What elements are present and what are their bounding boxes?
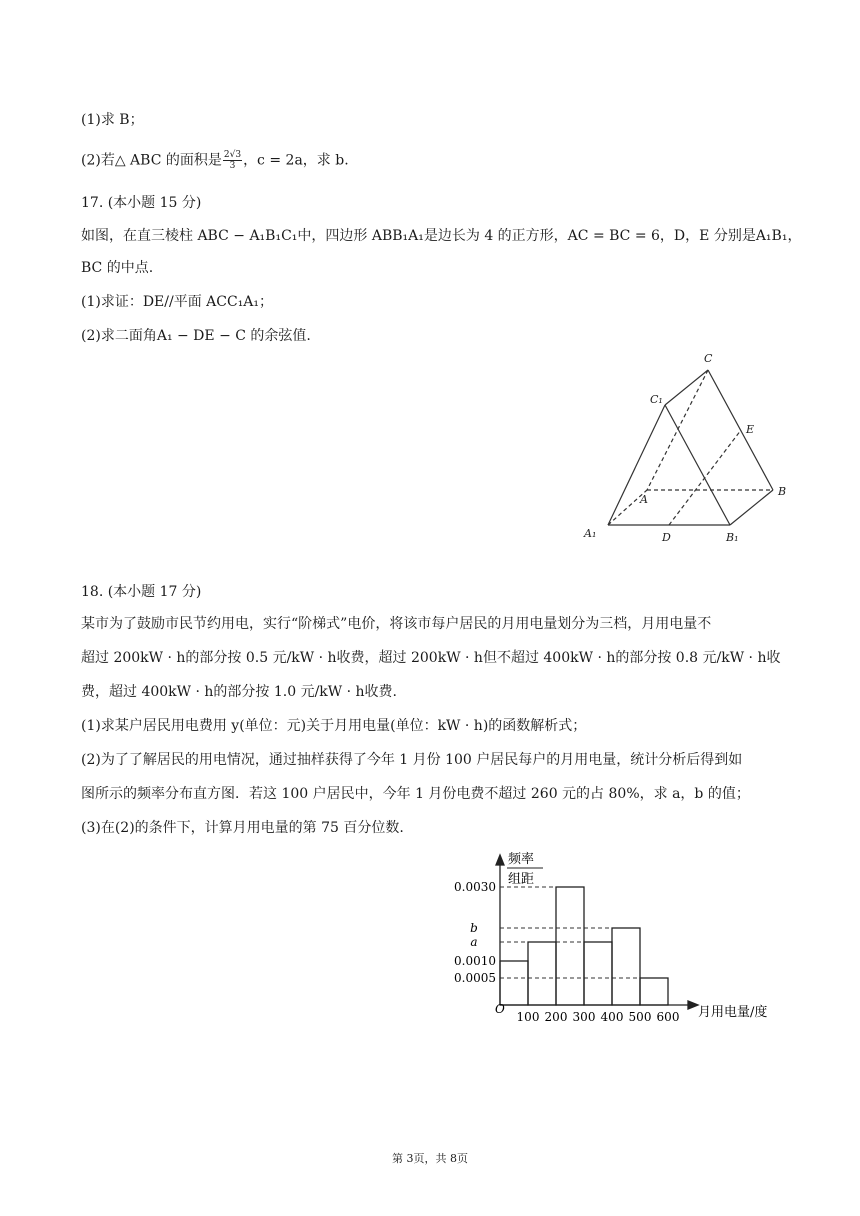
histogram-bars [500,887,668,1005]
q18-stem-line2: 超过 200kW · h的部分按 0.5 元/kW · h收费，超过 200kW · h但不超过 400kW · h的部分按 0.8 元/kW · h收 [81,650,781,666]
q16-part2 [81,150,349,171]
y-tick-label: 0.0005 [454,971,496,985]
edge-CB [708,370,773,490]
q18-part1: (1)求某户居民用电费用 y(单位：元)关于月用电量(单位：kW · h)的函数解析式； [81,718,587,734]
edge-C1C [665,370,708,405]
y-axis-label-top: 频率 [508,852,535,867]
x-tick-label: 500 [628,1010,652,1024]
edge-DE [669,430,741,525]
q18-part2-cont: 图所示的频率分布直方图．若这 100 户居民中，今年 1 月份电费不超过 260 元的占 80%，求 a，b 的值； [81,786,750,802]
page-footer: 第 3页，共 8页 [392,1152,468,1165]
prism-figure [580,345,800,555]
y-tick-label: a [470,935,478,949]
x-tick-label: 200 [544,1010,568,1024]
q17-part2: (2)求二面角A₁ − DE − C 的余弦值. [81,328,311,344]
reference-dashes [500,887,640,978]
fraction-numerator: 2√3 [223,150,242,160]
y-tick-label: 0.0030 [454,880,496,894]
edge-A1C1 [608,405,665,525]
y-tick-label: 0.0010 [454,954,496,968]
label-C1: C₁ [650,393,663,406]
label-B1: B₁ [726,531,739,544]
label-C: C [704,352,713,365]
x-tick-label: 400 [600,1010,624,1024]
q18-part3: (3)在(2)的条件下，计算月用电量的第 75 百分位数. [81,820,404,836]
q17-heading: 17. (本小题 15 分) [81,195,202,211]
x-tick-label: 300 [572,1010,596,1024]
q18-heading: 18. (本小题 17 分) [81,584,202,600]
x-axis-label: 月用电量/度 [698,1005,768,1020]
histogram-bar [500,961,528,1005]
q17-stem-line1: 如图，在直三棱柱 ABC − A₁B₁C₁中，四边形 ABB₁A₁是边长为 4 的正方形，AC = BC = 6，D，E 分别是A₁B₁， [81,228,802,244]
histogram-bar [640,978,668,1005]
histogram-bar [612,928,640,1005]
x-tick-label: 600 [656,1010,680,1024]
histogram-bar [528,942,556,1005]
label-E: E [746,423,755,436]
fraction [223,150,242,171]
label-A: A [640,493,648,506]
q16-part2-post: ，c = 2a，求 b. [243,152,349,169]
q18-stem-line1: 某市为了鼓励市民节约用电，实行“阶梯式”电价，将该市每户居民的月用电量划分为三档，月用电量不 [81,616,712,632]
histogram-bar [556,887,584,1005]
q17-part1: (1)求证：DE//平面 ACC₁A₁； [81,294,274,310]
fraction-denominator: 3 [229,161,236,171]
q17-stem-line2: BC 的中点. [81,260,154,276]
q16-part2-pre: (2)若△ ABC 的面积是 [81,152,222,169]
label-D: D [662,531,671,544]
q16-part1: (1)求 B； [81,112,144,128]
y-tick-labels [454,880,496,985]
edge-C1B1 [665,405,730,525]
origin-label: O [495,1002,505,1016]
q18-stem-line3: 费，超过 400kW · h的部分按 1.0 元/kW · h收费. [81,684,397,700]
x-tick-label: 100 [516,1010,540,1024]
edge-CA [647,370,708,490]
y-axis-label-bottom: 组距 [508,872,535,887]
y-tick-label: b [470,921,478,935]
x-tick-labels [517,1010,680,1024]
q18-part2: (2)为了了解居民的用电情况，通过抽样获得了今年 1 月份 100 户居民每户的月用电量，统计分析后得到如 [81,752,743,768]
label-B: B [778,485,787,498]
histogram-bar [584,942,612,1005]
label-A1: A₁ [584,527,597,540]
frequency-histogram [440,843,800,1028]
edge-B1B [730,490,773,525]
